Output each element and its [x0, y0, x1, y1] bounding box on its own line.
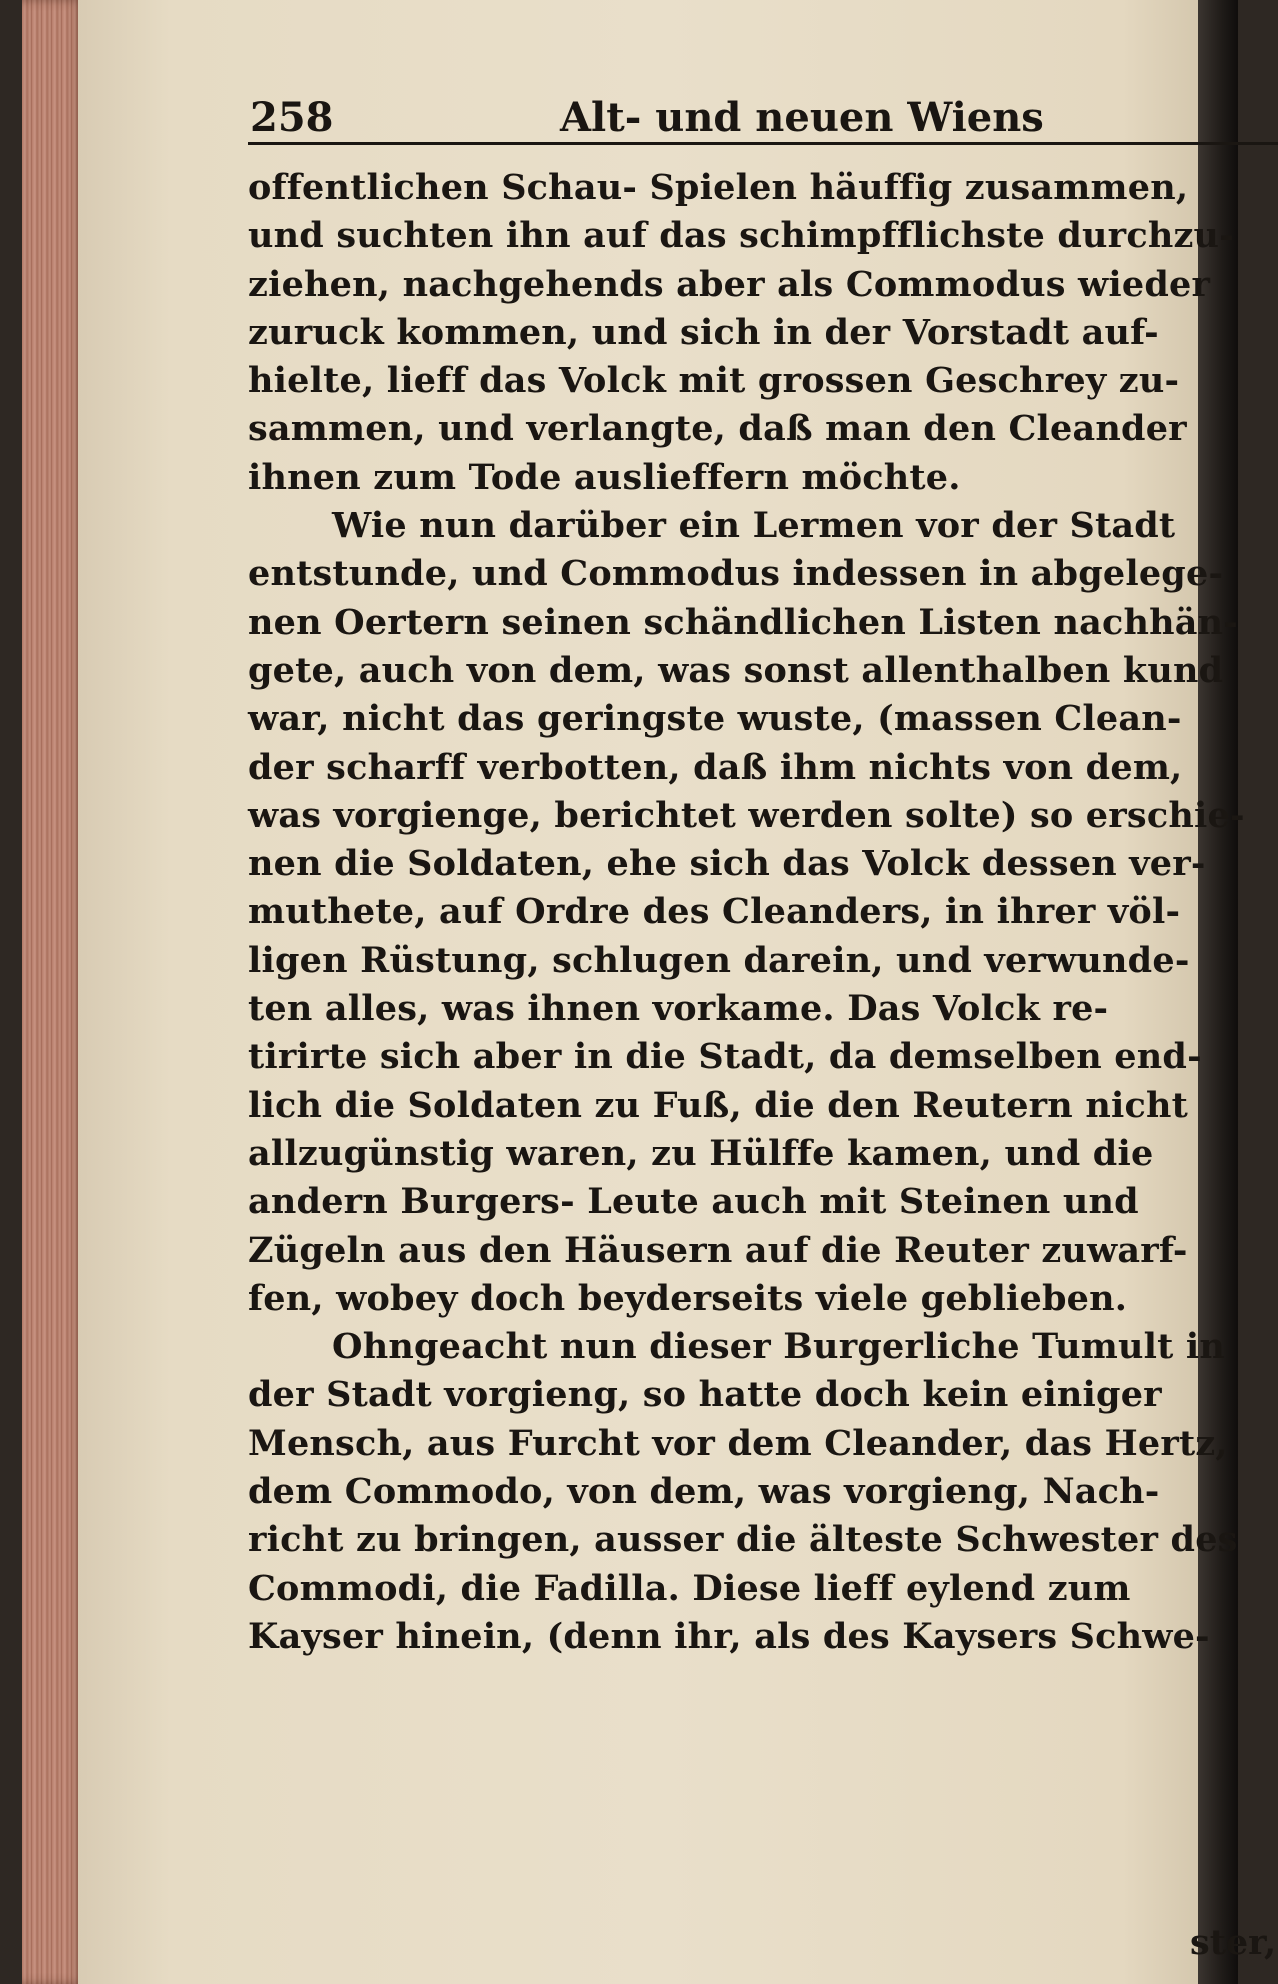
- text-line: Commodi, die Fadilla. Diese lieff eylend zum: [248, 1567, 1131, 1609]
- text-line: Kayser hinein, (denn ihr, als des Kaysers Schwe-: [248, 1615, 1210, 1657]
- text-line: offentlichen Schau- Spielen häuffig zusammen,: [248, 167, 1189, 208]
- text-line: andern Burgers- Leute auch mit Steinen und: [248, 1181, 1139, 1223]
- text-line: entstunde, und Commodus indessen in abgelege-: [248, 553, 1224, 595]
- text-line: gete, auch von dem, was sonst allenthalben kund: [248, 649, 1224, 691]
- text-line: Wie nun darüber ein Lermen vor der Stadt: [332, 505, 1176, 547]
- text-line: ihnen zum Tode auslieffern möchte.: [248, 456, 961, 498]
- text-line: fen, wobey doch beyderseits viele geblieben.: [248, 1277, 1128, 1319]
- text-line: ten alles, was ihnen vorkame. Das Volck re-: [248, 988, 1109, 1030]
- text-line: ligen Rüstung, schlugen darein, und verwunde-: [248, 939, 1190, 981]
- running-title: Alt- und neuen Wiens: [560, 94, 1044, 141]
- text-line: nen die Soldaten, ehe sich das Volck dessen ver-: [248, 843, 1206, 885]
- text-line: der Stadt vorgieng, so hatte doch kein einiger: [248, 1374, 1162, 1416]
- text-line: muthete, auf Ordre des Cleanders, in ihrer völ-: [248, 891, 1181, 933]
- text-line: allzugünstig waren, zu Hülffe kamen, und die: [248, 1132, 1154, 1174]
- text-line: sammen, und verlangte, daß man den Cleander: [248, 408, 1187, 450]
- page-header: [160, 72, 1230, 141]
- text-block: [160, 72, 1277, 1963]
- text-line: der scharff verbotten, daß ihm nichts von dem,: [248, 746, 1183, 788]
- text-line: Zügeln aus den Häusern auf die Reuter zuwarf-: [248, 1229, 1188, 1271]
- page-number: 258: [250, 94, 334, 141]
- text-line: lich die Soldaten zu Fuß, die den Reutern nicht: [248, 1084, 1189, 1126]
- text-line: zuruck kommen, und sich in der Vorstadt auf-: [248, 311, 1159, 353]
- text-line: was vorgienge, berichtet werden solte) so erschie-: [248, 794, 1245, 836]
- text-line: ziehen, nachgehends aber als Commodus wieder: [248, 263, 1211, 305]
- text-line: hielte, lieff das Volck mit grossen Geschrey zu-: [248, 360, 1180, 402]
- text-line: tirirte sich aber in die Stadt, da demselben end-: [248, 1036, 1202, 1078]
- header-rule: [248, 142, 1278, 145]
- text-line: Mensch, aus Furcht vor dem Cleander, das Hertz,: [248, 1422, 1228, 1464]
- page-edges: [22, 0, 84, 1984]
- text-line: Ohngeacht nun dieser Burgerliche Tumult in: [332, 1326, 1226, 1368]
- text-line: nen Oertern seinen schändlichen Listen nachhän-: [248, 601, 1239, 643]
- text-line: dem Commodo, von dem, was vorgieng, Nach-: [248, 1471, 1160, 1513]
- body-text: [248, 164, 1278, 1661]
- catchword: ster,: [1190, 1922, 1277, 1963]
- text-line: und suchten ihn auf das schimpfflichste durchzu-: [248, 215, 1234, 257]
- text-line: richt zu bringen, ausser die älteste Schwester des: [248, 1519, 1238, 1561]
- text-line: war, nicht das geringste wuste, (massen Clean-: [248, 698, 1182, 740]
